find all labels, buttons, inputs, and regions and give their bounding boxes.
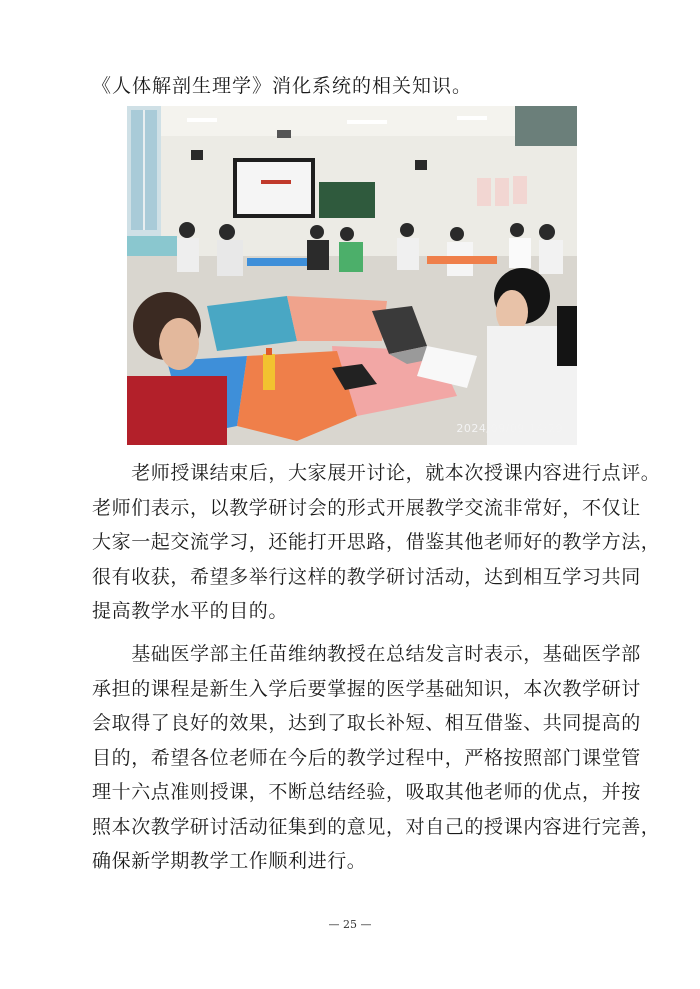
paragraph-discussion	[92, 456, 661, 629]
text-line: 会取得了良好的效果，达到了取长补短、相互借鉴、共同提高的	[92, 712, 641, 734]
text-line: 目的，希望各位老师在今后的教学过程中，严格按照部门课堂管	[92, 746, 641, 769]
text-line: 理十六点准则授课，不断总结经验，吸取其他老师的优点，并按	[92, 781, 641, 803]
intro-line: 《人体解剖生理学》消化系统的相关知识。	[92, 75, 473, 97]
text-line: 老师授课结束后，大家展开讨论，就本次授课内容进行点评。	[92, 462, 661, 484]
page-number: — 25 —	[328, 918, 372, 931]
text-line: 承担的课程是新生入学后要掌握的医学基础知识，本次教学研讨	[92, 677, 641, 700]
classroom-scene-image	[127, 106, 577, 445]
classroom-photo	[127, 106, 577, 445]
text-line: 老师们表示，以教学研讨会的形式开展教学交流非常好，不仅让	[92, 496, 641, 519]
text-line: 确保新学期教学工作顺利进行。	[92, 850, 367, 872]
text-line: 照本次教学研讨活动征集到的意见，对自己的授课内容进行完善，	[92, 815, 661, 838]
paragraph-summary	[92, 637, 661, 879]
text-line: 基础医学部主任苗维纳教授在总结发言时表示，基础医学部	[92, 643, 641, 665]
photo-timestamp: 2024/09/09 14:29	[456, 422, 563, 435]
text-line: 大家一起交流学习，还能打开思路，借鉴其他老师好的教学方法，	[92, 531, 661, 553]
text-line: 很有收获，希望多举行这样的教学研讨活动，达到相互学习共同	[92, 565, 641, 588]
text-line: 提高教学水平的目的。	[92, 600, 289, 622]
